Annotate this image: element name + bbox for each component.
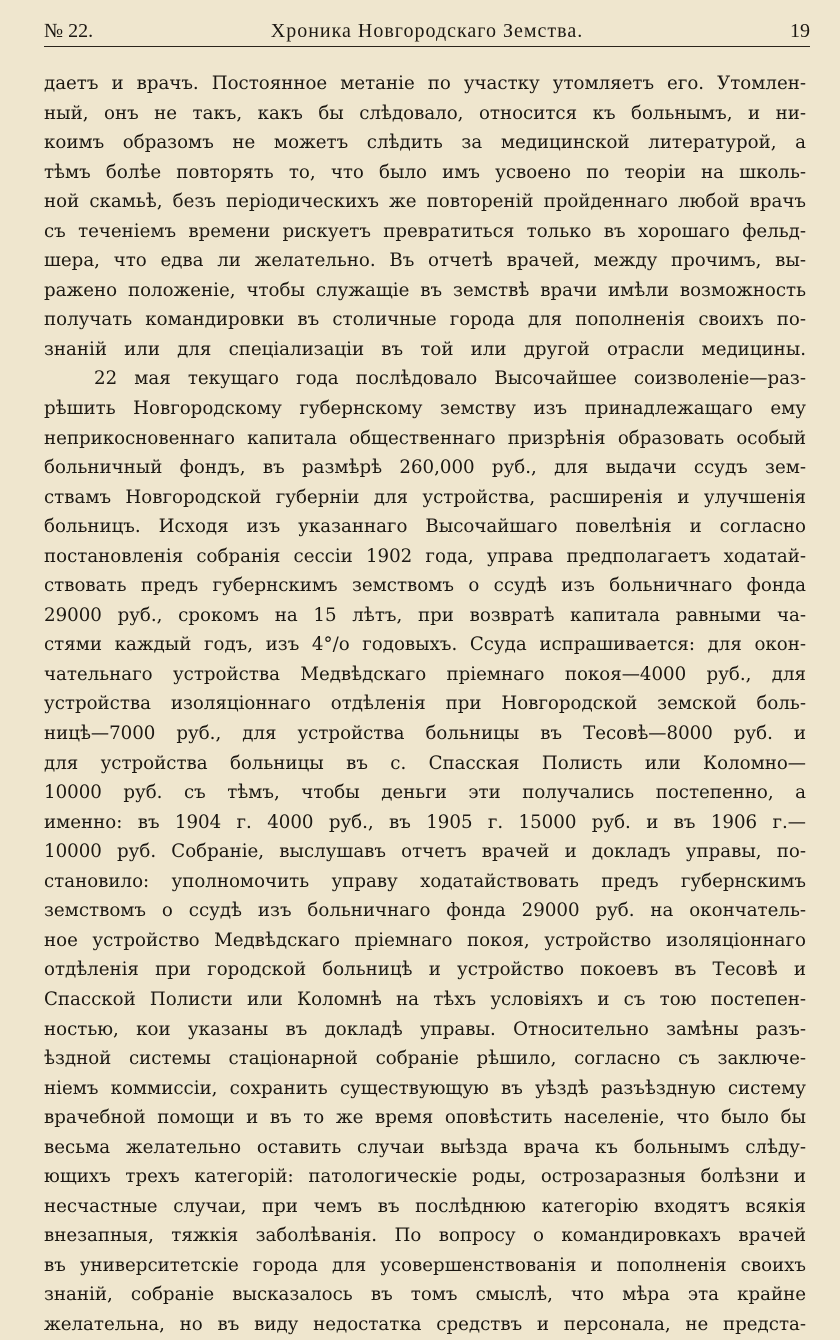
text-line: ѣздной системы стаціонарной собраніе рѣшило, согласно съ заключе- xyxy=(44,1048,806,1070)
text-line: 22 мая текущаго года послѣдовало Высочайшее соизволеніе—раз- xyxy=(94,368,806,390)
page-number: 19 xyxy=(790,20,810,42)
issue-number: № 22. xyxy=(44,20,94,42)
text-line: желательна, но въ виду недостатка средствъ и персонала, не предста- xyxy=(44,1313,806,1335)
text-line: ной скамьѣ, безъ періодическихъ же повтореній пройденнаго любой врачъ xyxy=(44,191,806,213)
text-line: Спасской Полисти или Коломнѣ на тѣхъ условіяхъ и съ тою постепен- xyxy=(44,988,806,1010)
text-line: несчастные случаи, при чемъ въ послѣднюю категорію входятъ всякія xyxy=(44,1195,806,1217)
text-line: ное устройство Медвѣдскаго пріемнаго покоя, устройство изоляціоннаго xyxy=(44,929,806,951)
text-line: становило: уполномочить управу ходатайствовать предъ губернскимъ xyxy=(44,870,806,892)
text-line: чательнаго устройства Медвѣдскаго пріемнаго покоя—4000 руб., для xyxy=(44,663,806,685)
text-line: коимъ образомъ не можетъ слѣдить за медицинской литературой, а xyxy=(44,132,806,154)
text-line: съ теченіемъ времени рискуетъ превратиться только въ хорошаго фельд- xyxy=(44,220,806,242)
text-line: весьма желательно оставить случаи выѣзда врача къ больнымъ слѣду- xyxy=(44,1136,806,1158)
text-line: рѣшить Новгородскому губернскому земству изъ принадлежащаго ему xyxy=(44,398,806,420)
text-line: 10000 руб. Собраніе, выслушавъ отчетъ врачей и докладъ управы, по- xyxy=(44,841,806,863)
text-line: 10000 руб. съ тѣмъ, чтобы деньги эти получались постепенно, а xyxy=(44,782,806,804)
body-text xyxy=(44,69,806,1340)
text-line: устройства изоляціоннаго отдѣленія при Новгородской земской боль- xyxy=(44,693,806,715)
text-line: тѣмъ болѣе повторять то, что было имъ усвоено по теоріи на школь- xyxy=(44,161,806,183)
text-line: ный, онъ не такъ, какъ бы слѣдовало, относится къ больнымъ, и ни- xyxy=(44,102,806,124)
running-header xyxy=(44,20,810,47)
text-line: ностью, кои указаны въ докладѣ управы. Относительно замѣны разъ- xyxy=(44,1018,806,1040)
text-line: больницъ. Исходя изъ указаннаго Высочайшаго повелѣнія и согласно xyxy=(44,516,806,538)
text-line: больничный фондъ, въ размѣрѣ 260,000 руб., для выдачи ссудъ зем- xyxy=(44,457,806,479)
text-line: ницѣ—7000 руб., для устройства больницы въ Тесовѣ—8000 руб. и xyxy=(44,723,806,745)
text-line: ніемъ коммиссіи, сохранить существующую въ уѣздѣ разъѣздную систему xyxy=(44,1077,806,1099)
text-line: въ университетскіе города для усовершенствованія и пополненія своихъ xyxy=(44,1254,806,1276)
text-line: отдѣленія при городской больницѣ и устройство покоевъ въ Тесовѣ и xyxy=(44,959,806,981)
text-line: внезапныя, тяжкія заболѣванія. По вопросу о командировкахъ врачей xyxy=(44,1225,806,1247)
text-line: для устройства больницы въ с. Спасская Полисть или Коломно— xyxy=(44,752,806,774)
text-line: ражено положеніе, чтобы служащіе въ земствѣ врачи имѣли возможность xyxy=(44,279,806,301)
text-line: знаній, собраніе высказалось въ томъ смыслѣ, что мѣра эта крайне xyxy=(44,1284,806,1306)
text-line: шера, что едва ли желательно. Въ отчетѣ врачей, между прочимъ, вы- xyxy=(44,250,806,272)
text-line: ющихъ трехъ категорій: патологическіе роды, острозаразныя болѣзни и xyxy=(44,1166,806,1188)
text-line: 29000 руб., срокомъ на 15 лѣтъ, при возвратѣ капитала равными ча- xyxy=(44,604,806,626)
text-line: ствамъ Новгородской губерніи для устройства, расширенія и улучшенія xyxy=(44,486,806,508)
text-line: врачебной помощи и въ то же время оповѣстить населеніе, что было бы xyxy=(44,1107,806,1129)
text-line: даетъ и врачъ. Постоянное метаніе по участку утомляетъ его. Утомлен- xyxy=(44,73,806,94)
text-line: именно: въ 1904 г. 4000 руб., въ 1905 г. 15000 руб. и въ 1906 г.— xyxy=(44,811,806,833)
text-line: постановленія собранія сессіи 1902 года, управа предполагаетъ ходатай- xyxy=(44,545,806,567)
text-line: получать командировки въ столичные города для пополненія своихъ по- xyxy=(44,309,806,331)
text-line: знаній или для спеціализаціи въ той или другой отрасли медицины. xyxy=(44,338,806,360)
text-line: земствомъ о ссудѣ изъ больничнаго фонда 29000 руб. на окончатель- xyxy=(44,900,806,922)
text-line: ствовать предъ губернскимъ земствомъ о ссудѣ изъ больничнаго фонда xyxy=(44,575,806,597)
journal-title: Хроника Новгородскаго Земства. xyxy=(270,20,584,42)
text-line: стями каждый годъ, изъ 4°/о годовыхъ. Ссуда испрашивается: для окон- xyxy=(44,634,806,656)
text-line: неприкосновеннаго капитала общественнаго призрѣнія образовать особый xyxy=(44,427,806,449)
